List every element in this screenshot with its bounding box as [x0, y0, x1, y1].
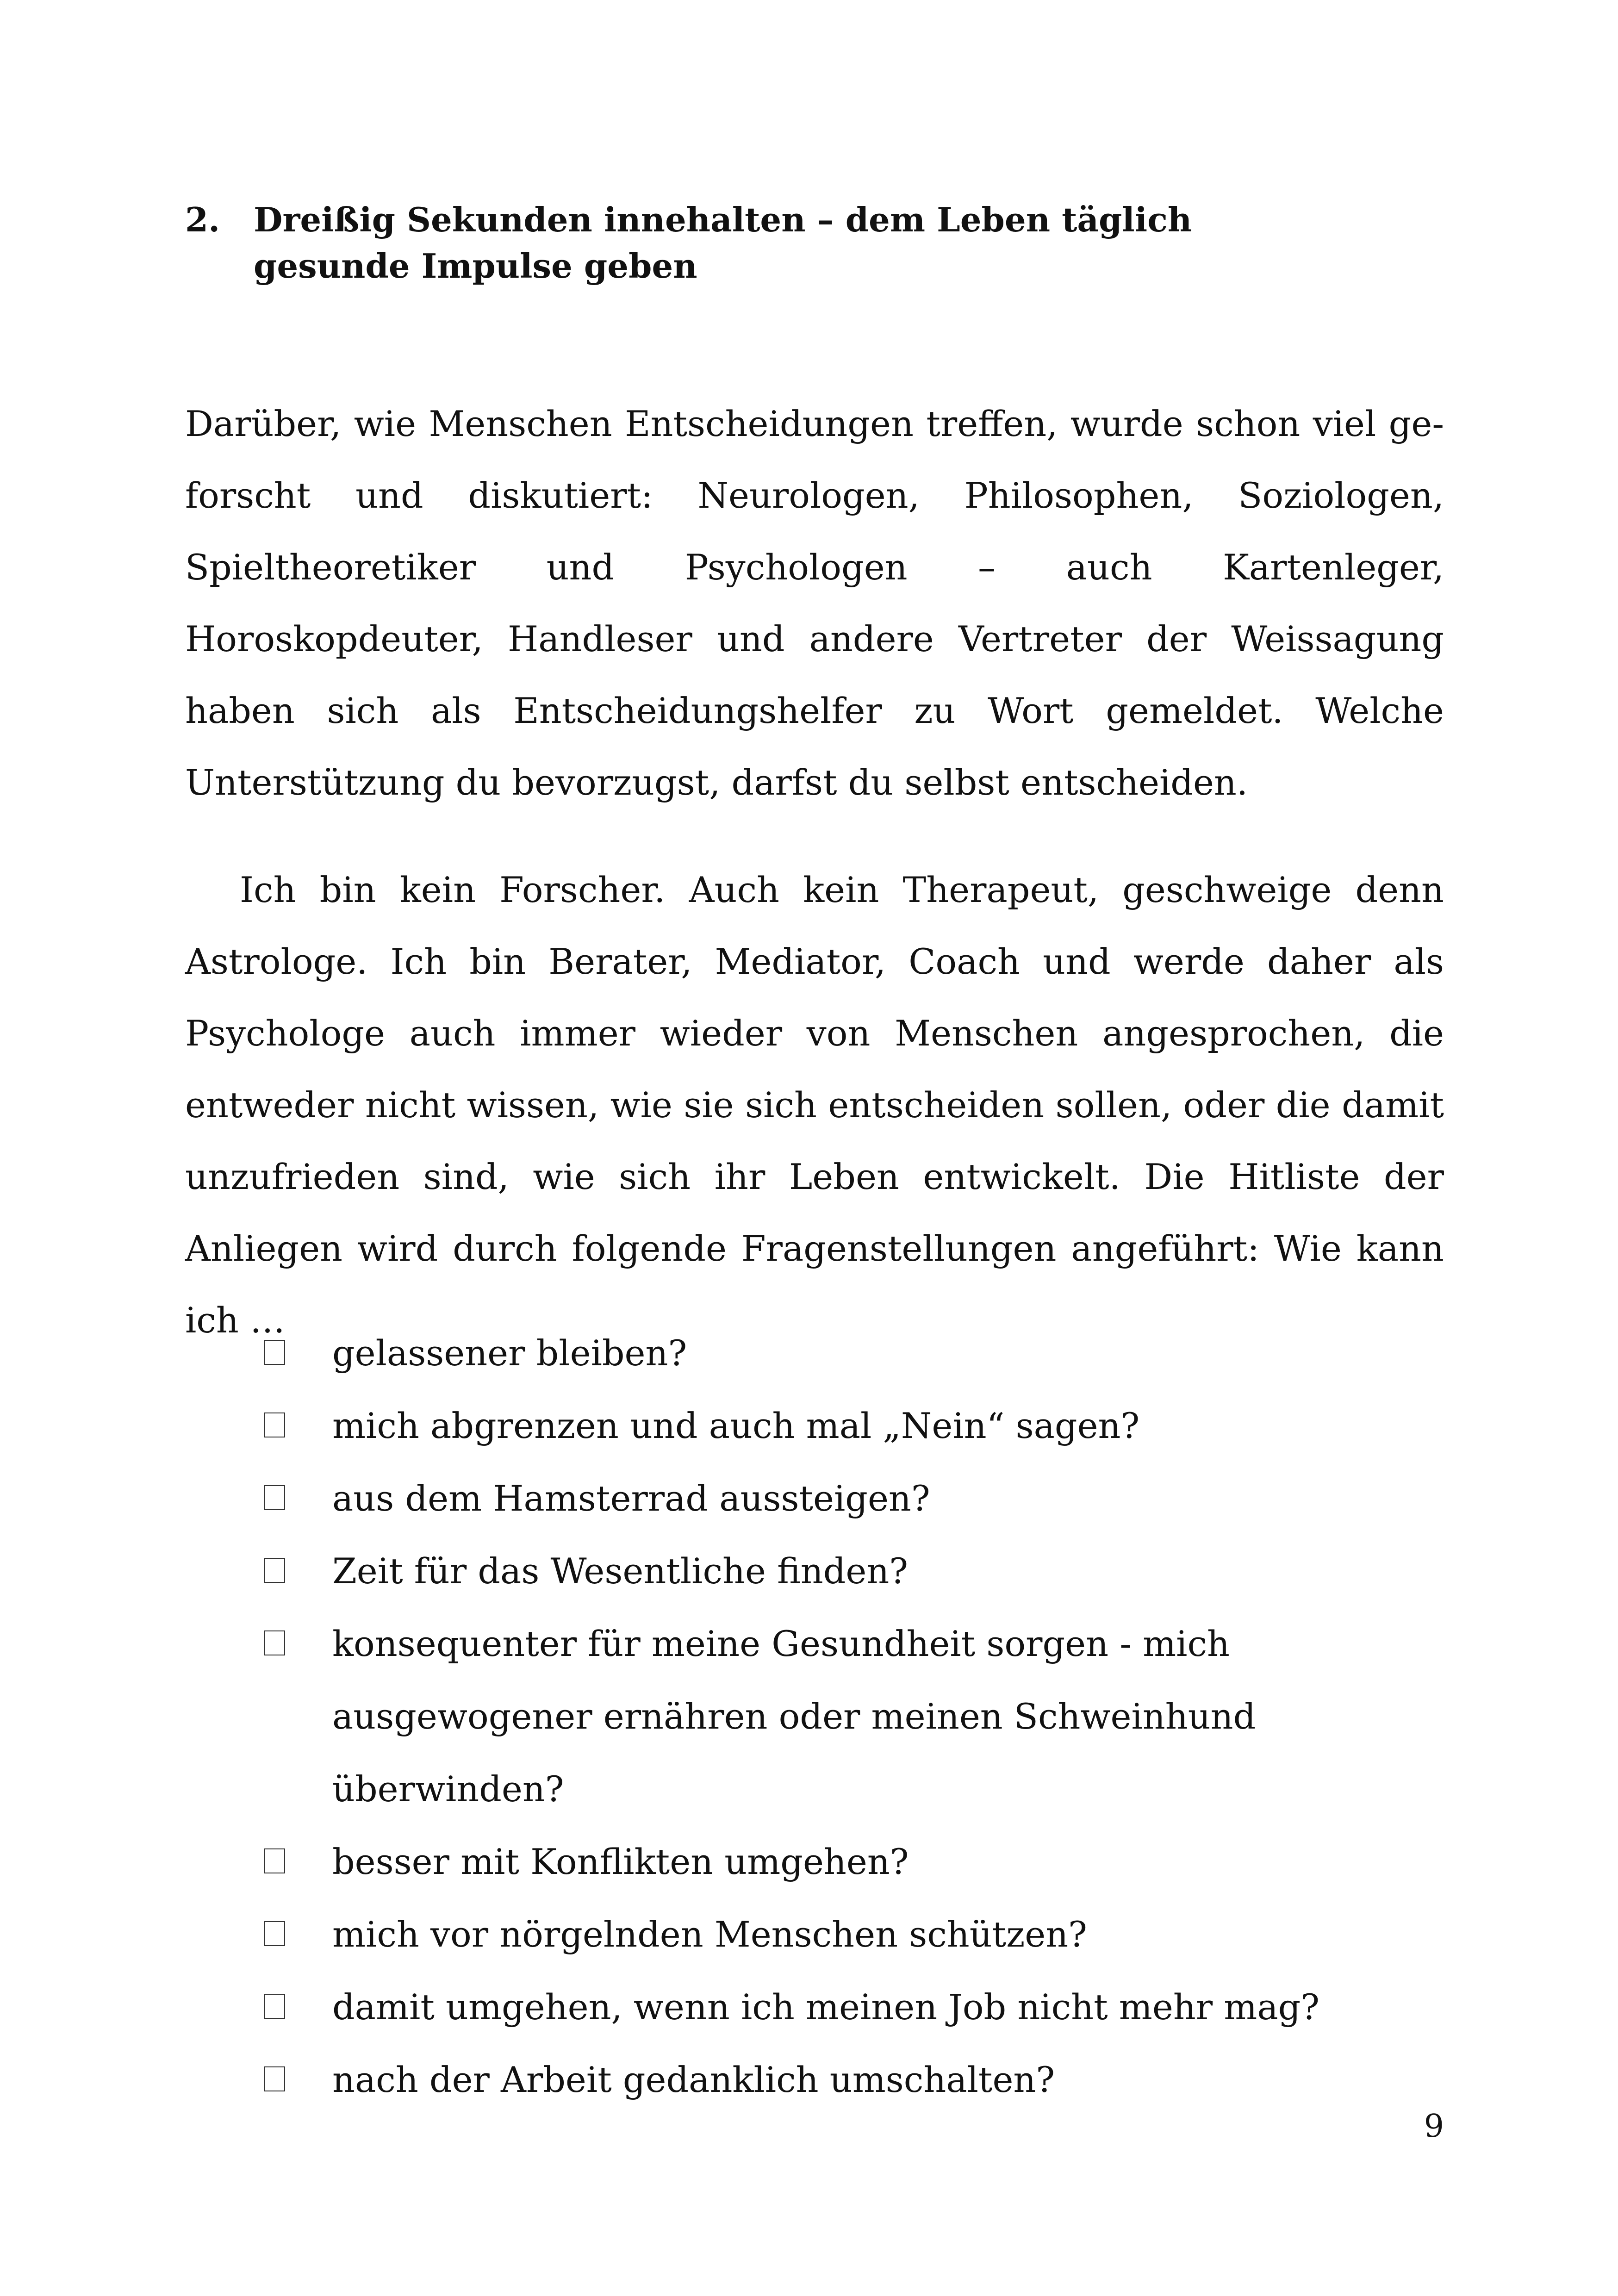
checklist-item-text: Zeit für das Wesentliche finden? [332, 1550, 909, 1592]
checklist-item [259, 1607, 1462, 1825]
page-number: 9 [1424, 2108, 1444, 2145]
checklist-item-text: konsequenter für meine Gesundheit sorgen - mich ausgewogener ernähren oder meinen Schweinhund überwinden? [332, 1623, 1256, 1810]
checklist-item [259, 1317, 1462, 1389]
section-title-line-2: gesunde Impulse geben [254, 246, 697, 286]
checklist-item [259, 1825, 1462, 1898]
checklist-item-text: mich vor nörgelnden Menschen schützen? [332, 1914, 1087, 1955]
checklist-item-text: aus dem Hamsterrad aussteigen? [332, 1478, 930, 1519]
checklist-item [259, 1535, 1462, 1607]
checklist-item [259, 1971, 1462, 2043]
checklist-item [259, 1389, 1462, 1462]
section-title-line-1: Dreißig Sekunden innehalten – dem Leben täglich [254, 200, 1192, 239]
checklist-item-text: mich abgrenzen und auch mal „Nein“ sagen? [332, 1405, 1140, 1446]
checkbox-icon[interactable] [264, 2066, 285, 2091]
section-title [254, 197, 1457, 289]
checkbox-icon[interactable] [264, 1921, 285, 1946]
question-checklist [259, 1317, 1462, 2116]
checklist-item-text: damit umgehen, wenn ich meinen Job nicht mehr mag? [332, 1986, 1320, 2028]
checklist-item-text: nach der Arbeit gedanklich umschalten? [332, 2059, 1055, 2100]
checkbox-icon[interactable] [264, 1848, 285, 1873]
checkbox-icon[interactable] [264, 1340, 285, 1365]
checklist-item [259, 2043, 1462, 2116]
checklist-item [259, 1462, 1462, 1535]
checklist-item [259, 1898, 1462, 1971]
checklist-item-text: besser mit Konflikten umgehen? [332, 1841, 909, 1882]
section-number: 2. [185, 200, 220, 239]
checkbox-icon[interactable] [264, 1994, 285, 2019]
checklist-item-text: gelassener bleiben? [332, 1332, 687, 1374]
paragraph-1: Darüber, wie Menschen Entscheidungen treffen, wurde schon viel geforscht und diskutiert: Neurologen, Philosophen, Soziologen, Spieltheoretiker und Psychologen – auch Kartenleger, Horoskopdeuter, Handleser und andere Vertreter der Weissagung haben sich als Entscheidungshelfer zu Wort gemeldet. Welche Unterstützung du bevorzugst, darfst du selbst entscheiden. [185, 403, 1444, 803]
checkbox-icon[interactable] [264, 1630, 285, 1655]
checkbox-icon[interactable] [264, 1485, 285, 1510]
paragraph-2: Ich bin kein Forscher. Auch kein Therapeut, geschweige denn Astrologe. Ich bin Berater, Mediator, Coach und werde daher als Psychologe auch immer wieder von Menschen angesprochen, die entweder nicht wissen, wie sie sich entscheiden sollen, oder die damit unzufrieden sind, wie sich ihr Leben entwickelt. Die Hitliste der Anliegen wird durch folgende Fragenstellungen angeführt: Wie kann ich … [185, 869, 1444, 1341]
checkbox-icon[interactable] [264, 1412, 285, 1437]
checkbox-icon[interactable] [264, 1558, 285, 1583]
